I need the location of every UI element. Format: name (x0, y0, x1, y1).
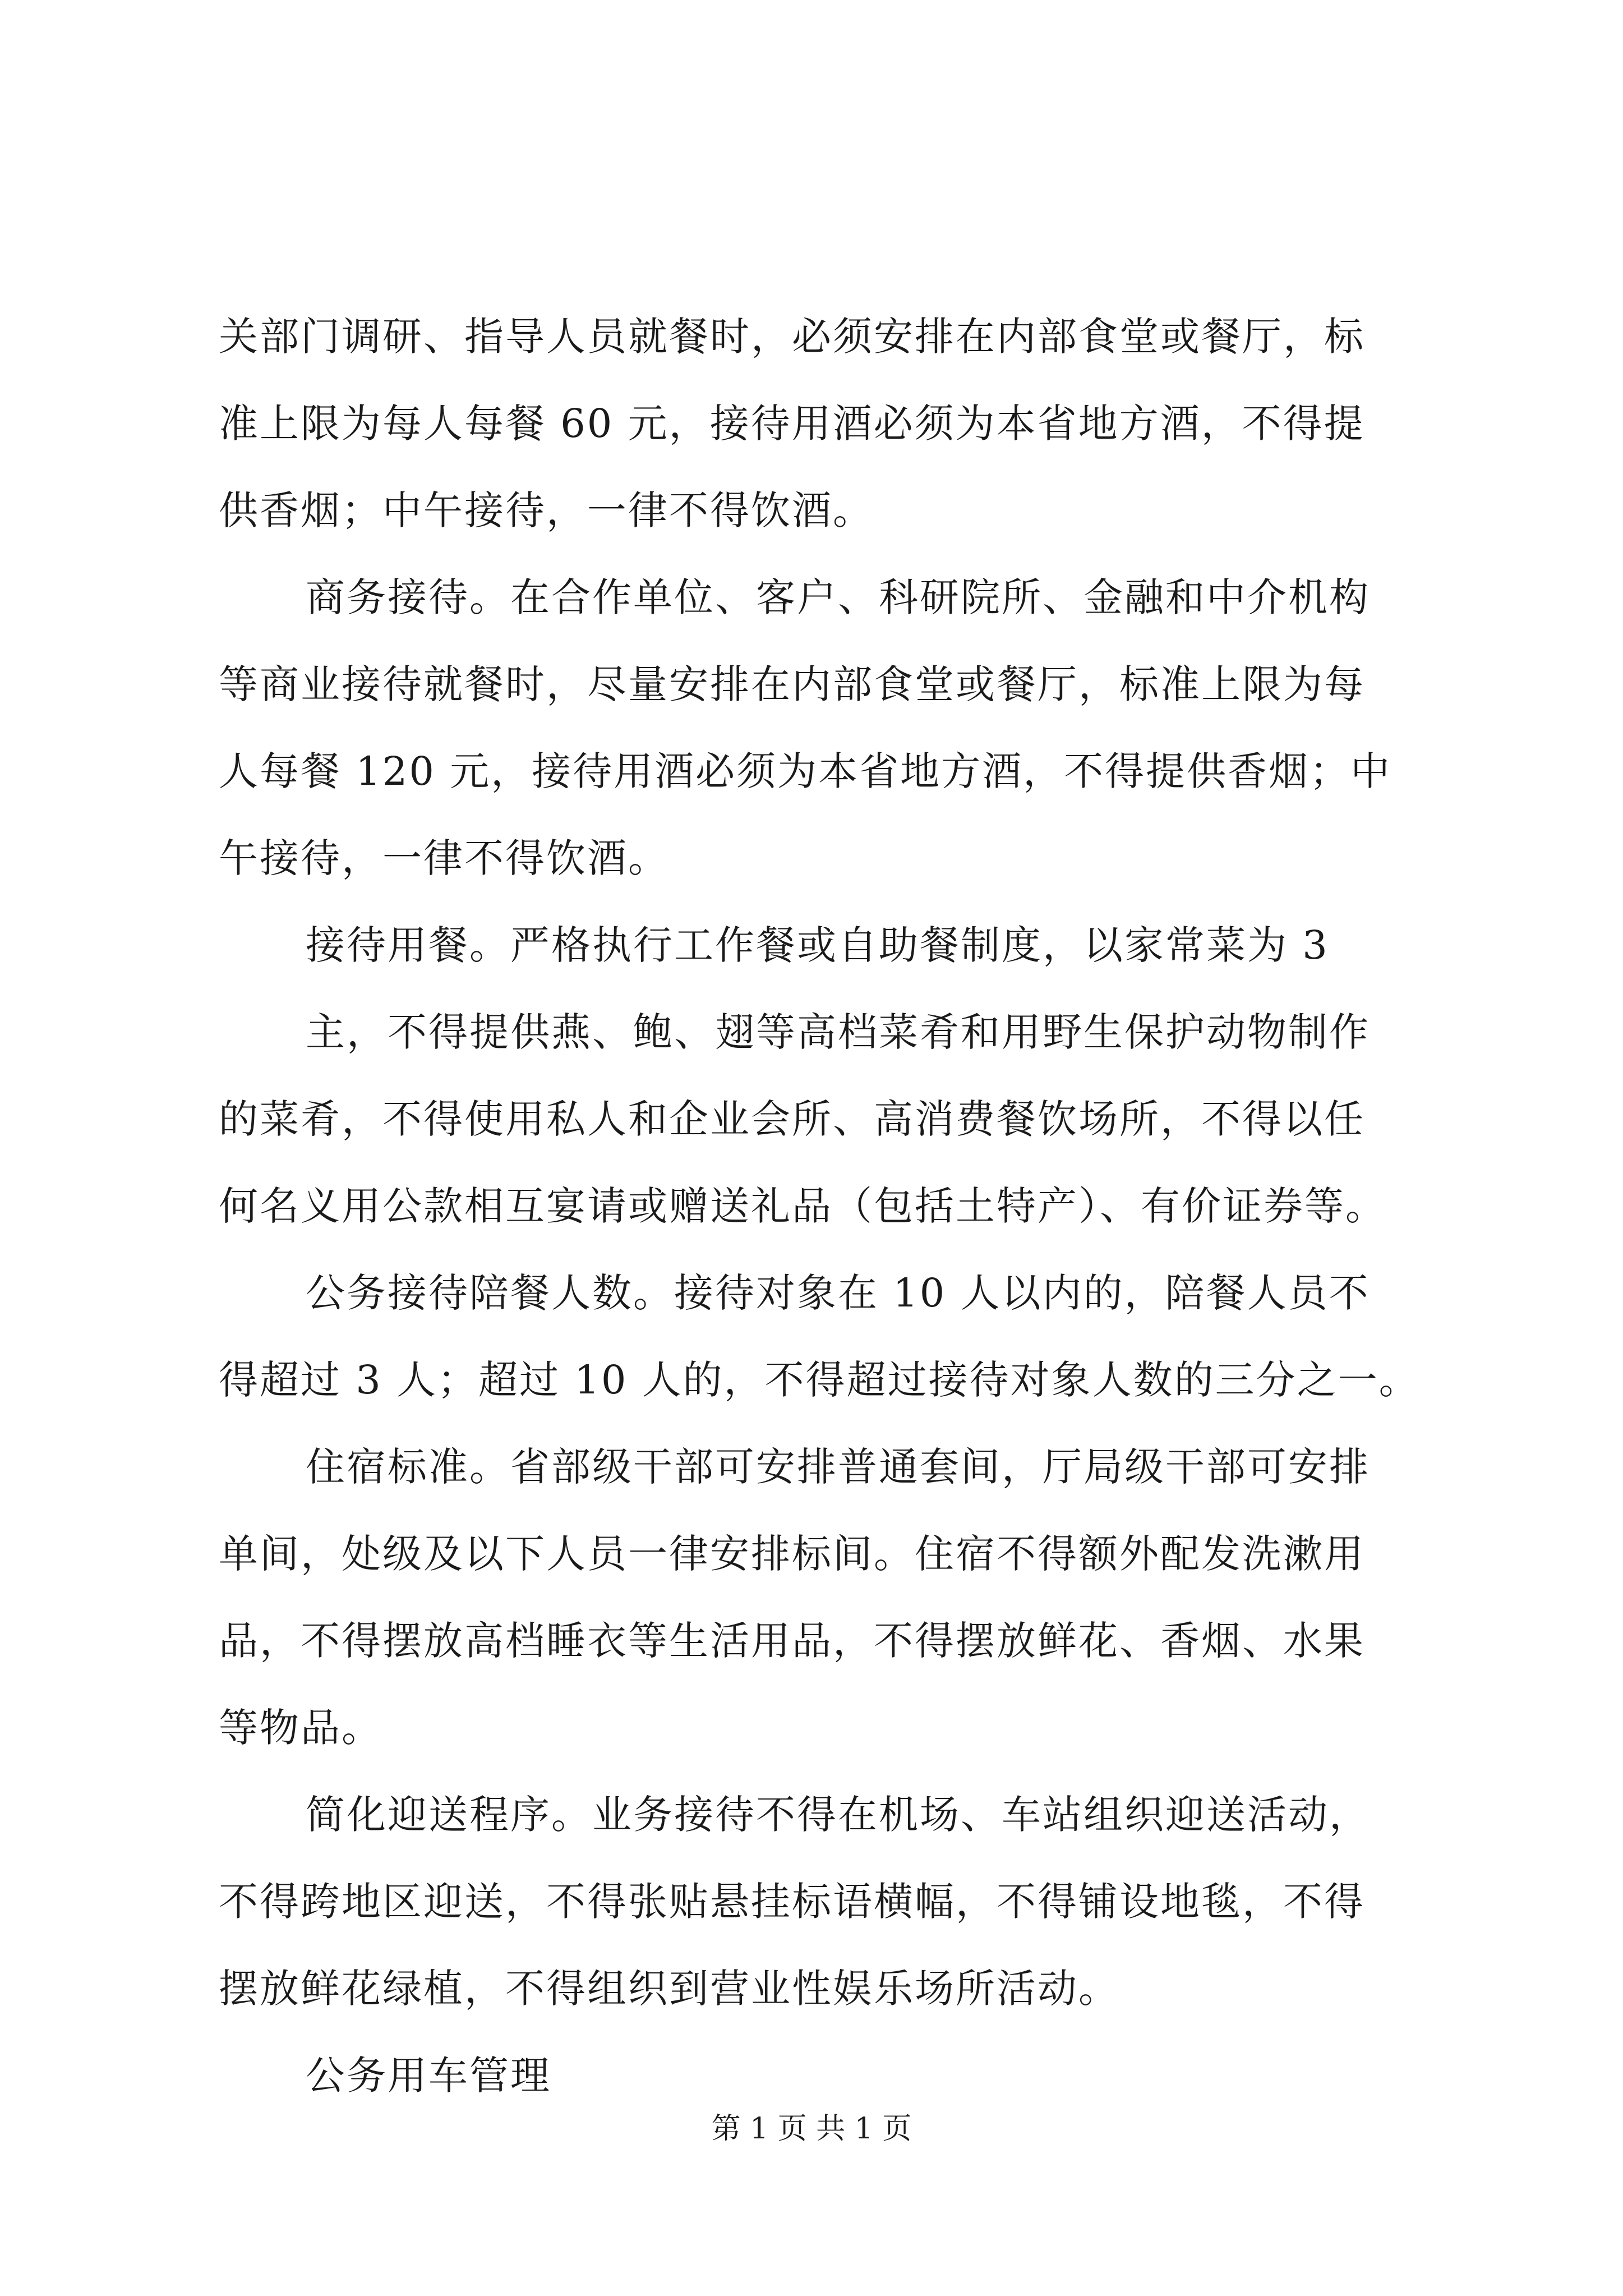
text-line: 得超过 3 人；超过 10 人的，不得超过接待对象人数的三分之一。 (219, 1357, 1420, 1403)
paragraph-start-line: 公务接待陪餐人数。接待对象在 10 人以内的，陪餐人员不 (306, 1270, 1370, 1316)
text-line: 品，不得摆放高档睡衣等生活用品，不得摆放鲜花、香烟、水果 (219, 1618, 1365, 1664)
paragraph-start-line: 住宿标准。省部级干部可安排普通套间，厅局级干部可安排 (306, 1444, 1370, 1490)
text-line: 人每餐 120 元，接待用酒必须为本省地方酒，不得提供香烟；中 (219, 748, 1392, 794)
paragraph-start-line: 商务接待。在合作单位、客户、科研院所、金融和中介机构 (306, 574, 1370, 620)
text-line: 的菜肴，不得使用私人和企业会所、高消费餐饮场所，不得以任 (219, 1096, 1365, 1142)
text-line: 等商业接待就餐时，尽量安排在内部食堂或餐厅，标准上限为每 (219, 661, 1365, 707)
section-heading: 公务用车管理 (306, 2053, 551, 2099)
text-line: 单间，处级及以下人员一律安排标间。住宿不得额外配发洗漱用 (219, 1531, 1365, 1577)
text-line: 不得跨地区迎送，不得张贴悬挂标语横幅，不得铺设地毯，不得 (219, 1879, 1365, 1925)
text-line: 午接待，一律不得饮酒。 (219, 835, 669, 881)
text-line: 供香烟；中午接待，一律不得饮酒。 (219, 487, 874, 533)
text-line: 准上限为每人每餐 60 元，接待用酒必须为本省地方酒，不得提 (219, 401, 1365, 447)
page-footer: 第 1 页 共 1 页 (711, 2112, 912, 2146)
text-line: 摆放鲜花绿植，不得组织到营业性娱乐场所活动。 (219, 1966, 1119, 2012)
text-line: 等物品。 (219, 1705, 382, 1751)
paragraph-start-line: 简化迎送程序。业务接待不得在机场、车站组织迎送活动， (306, 1792, 1370, 1838)
text-line: 何名义用公款相互宴请或赠送礼品（包括土特产）、有价证券等。 (219, 1183, 1386, 1229)
text-line: 关部门调研、指导人员就餐时，必须安排在内部食堂或餐厅，标 (219, 314, 1365, 360)
text-line: 主，不得提供燕、鲍、翅等高档菜肴和用野生保护动物制作 (306, 1009, 1370, 1055)
paragraph-start-line: 接待用餐。严格执行工作餐或自助餐制度，以家常菜为 3 (306, 922, 1329, 968)
